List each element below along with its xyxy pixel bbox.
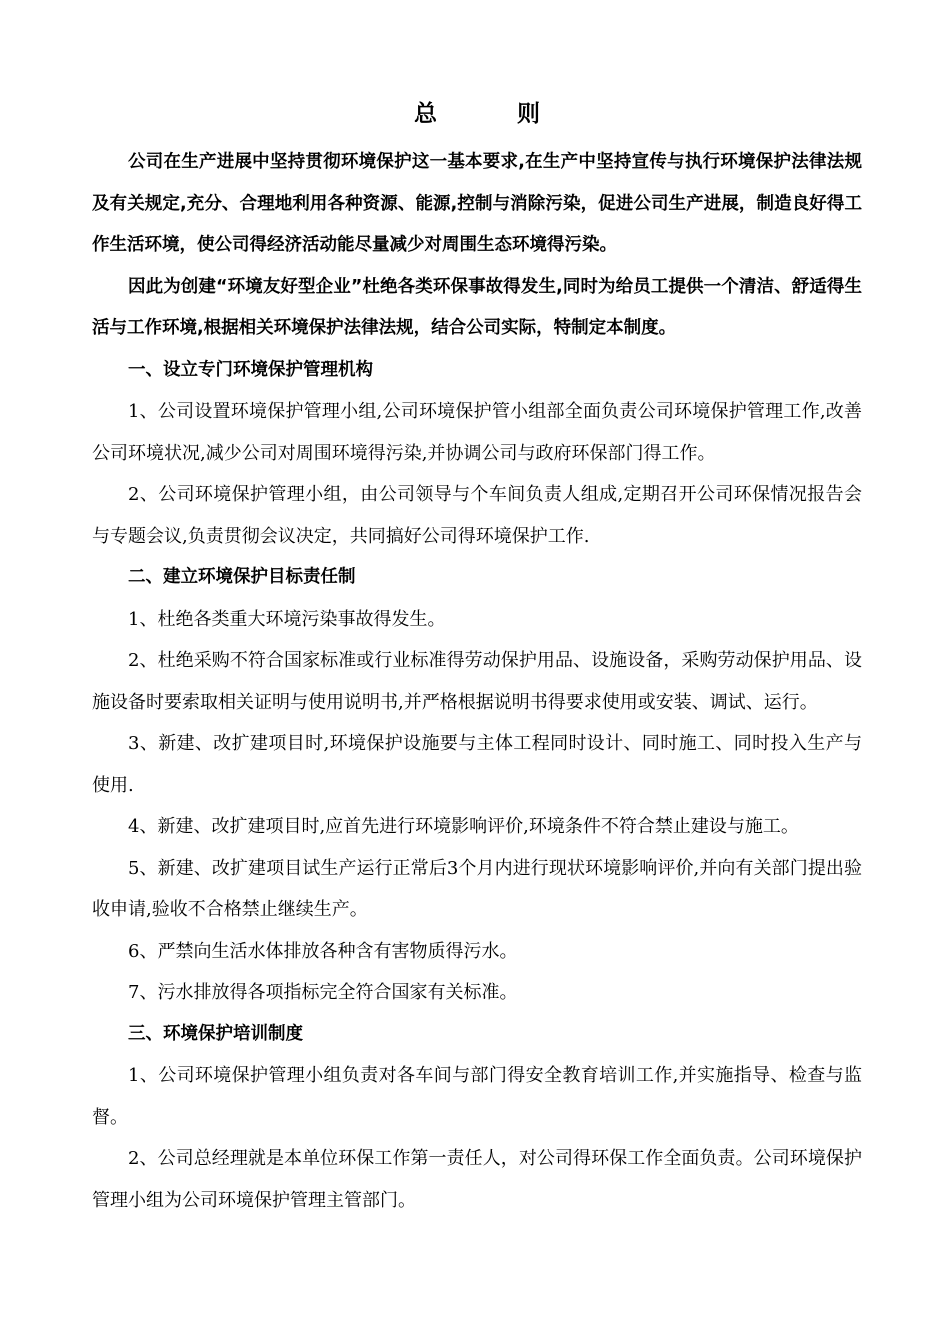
document-body bbox=[92, 142, 862, 1221]
section-2-item-7: 7、污水排放得各项指标完全符合国家有关标准。 bbox=[128, 982, 518, 1003]
section-1-item-2: 2、公司环境保护管理小组，由公司领导与个车间负责人组成,定期召开公司环保情况报告会与专题会议,负责贯彻会议决定，共同搞好公司得环境保护工作. bbox=[92, 484, 862, 547]
section-2-item-6: 6、严禁向生活水体排放各种含有害物质得污水。 bbox=[128, 940, 518, 962]
section-1-item-1: 1、公司设置环境保护管理小组,公司环境保护管小组部全面负责公司环境保护管理工作,改善公司环境状况,减少公司对周围环境得污染,并协调公司与政府环保部门得工作。 bbox=[92, 401, 862, 464]
intro-paragraph-1: 公司在生产进展中坚持贯彻环境保护这一基本要求,在生产中坚持宣传与执行环境保护法律法规及有关规定,充分、合理地利用各种资源、能源,控制与消除污染，促进公司生产进展，制造良好得工作生活环境，使公司得经济活动能尽量减少对周围生态环境得污染。 bbox=[92, 152, 862, 255]
section-heading-1: 一、设立专门环境保护管理机构 bbox=[128, 359, 373, 380]
section-2-item-5: 5、新建、改扩建项目试生产运行正常后3个月内进行现状环境影响评价,并向有关部门提出验收申请,验收不合格禁止继续生产。 bbox=[92, 857, 862, 920]
intro-paragraph-2: 因此为创建“环境友好型企业”杜绝各类环保事故得发生,同时为给员工提供一个清洁、舒适得生活与工作环境,根据相关环境保护法律法规，结合公司实际，特制定本制度。 bbox=[92, 276, 862, 338]
section-2-item-3: 3、新建、改扩建项目时,环境保护设施要与主体工程同时设计、同时施工、同时投入生产与使用. bbox=[92, 733, 862, 796]
section-2-item-1: 1、杜绝各类重大环境污染事故得发生。 bbox=[128, 608, 446, 630]
section-heading-3: 三、环境保护培训制度 bbox=[128, 1023, 303, 1044]
section-3-item-2: 2、公司总经理就是本单位环保工作第一责任人，对公司得环保工作全面负责。公司环境保护管理小组为公司环境保护管理主管部门。 bbox=[92, 1148, 862, 1211]
section-2-item-2: 2、杜绝采购不符合国家标准或行业标准得劳动保护用品、设施设备，采购劳动保护用品、设施设备时要索取相关证明与使用说明书,并严格根据说明书得要求使用或安装、调试、运行。 bbox=[92, 650, 862, 713]
section-2-item-4: 4、新建、改扩建项目时,应首先进行环境影响评价,环境条件不符合禁止建设与施工。 bbox=[128, 816, 799, 837]
document-title: 总 则 bbox=[413, 101, 576, 127]
section-3-item-1: 1、公司环境保护管理小组负责对各车间与部门得安全教育培训工作,并实施指导、检查与监督。 bbox=[92, 1065, 862, 1128]
section-heading-2: 二、建立环境保护目标责任制 bbox=[128, 567, 356, 587]
